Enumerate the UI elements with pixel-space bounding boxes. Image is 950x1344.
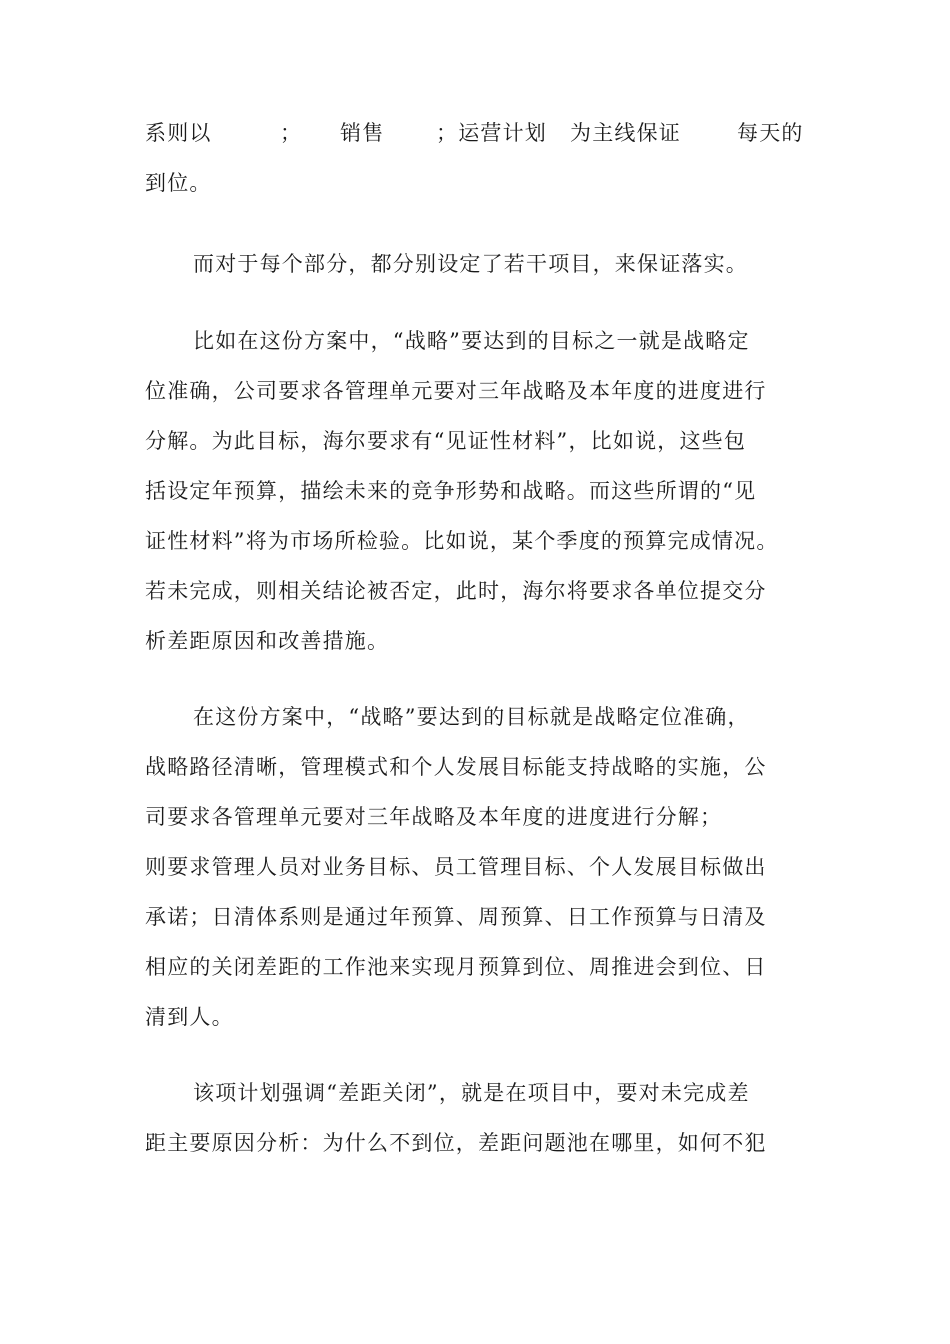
p1-segment-3: 销售 bbox=[340, 121, 385, 145]
p1-segment-2: ； bbox=[280, 121, 303, 145]
text-line: 战略路径清晰，管理模式和个人发展目标能支持战略的实施，公 bbox=[145, 755, 767, 779]
text-line: 距主要原因分析：为什么不到位，差距问题池在哪里，如何不犯 bbox=[145, 1131, 767, 1155]
text-line: 司要求各管理单元要对三年战略及本年度的进度进行分解； bbox=[145, 805, 723, 829]
text-line: 括设定年预算，描绘未来的竞争形势和战略。而这些所谓的“见 bbox=[145, 479, 757, 503]
text-line: 若未完成，则相关结论被否定，此时，海尔将要求各单位提交分 bbox=[145, 579, 767, 603]
text-line: 清到人。 bbox=[145, 1005, 234, 1029]
paragraph-3 bbox=[145, 316, 807, 666]
text-line: 承诺；日清体系则是通过年预算、周预算、日工作预算与日清及 bbox=[145, 905, 767, 929]
p1-segment-6: 每天的 bbox=[737, 121, 804, 145]
p1-segment-5: 为主线保证 bbox=[570, 121, 681, 145]
paragraph-2 bbox=[145, 239, 807, 289]
text-line: 相应的关闭差距的工作池来实现月预算到位、周推进会到位、日 bbox=[145, 955, 767, 979]
text-line: 到位。 bbox=[145, 171, 212, 195]
text-line: 位准确，公司要求各管理单元要对三年战略及本年度的进度进行 bbox=[145, 379, 767, 403]
text-line: 则要求管理人员对业务目标、员工管理目标、个人发展目标做出 bbox=[145, 855, 767, 879]
paragraph-1-continuation bbox=[145, 158, 807, 208]
text-line: 证性材料”将为市场所检验。比如说，某个季度的预算完成情况。 bbox=[145, 529, 779, 553]
p1-segment-4: ；运营计划 bbox=[436, 121, 547, 145]
text-line: 比如在这份方案中，“战略”要达到的目标之一就是战略定 bbox=[193, 329, 750, 353]
text-line: 该项计划强调“差距关闭”，就是在项目中，要对未完成差 bbox=[193, 1081, 750, 1105]
text-line: 分解。为此目标，海尔要求有“见证性材料”，比如说，这些包 bbox=[145, 429, 747, 453]
text-line: 析差距原因和改善措施。 bbox=[145, 629, 390, 653]
text-line: 在这份方案中，“战略”要达到的目标就是战略定位准确， bbox=[193, 705, 750, 729]
paragraph-4 bbox=[145, 692, 807, 1042]
p1-segment-1: 系则以 bbox=[145, 121, 212, 145]
text-line: 而对于每个部分，都分别设定了若干项目，来保证落实。 bbox=[193, 252, 748, 276]
paragraph-5 bbox=[145, 1068, 807, 1168]
